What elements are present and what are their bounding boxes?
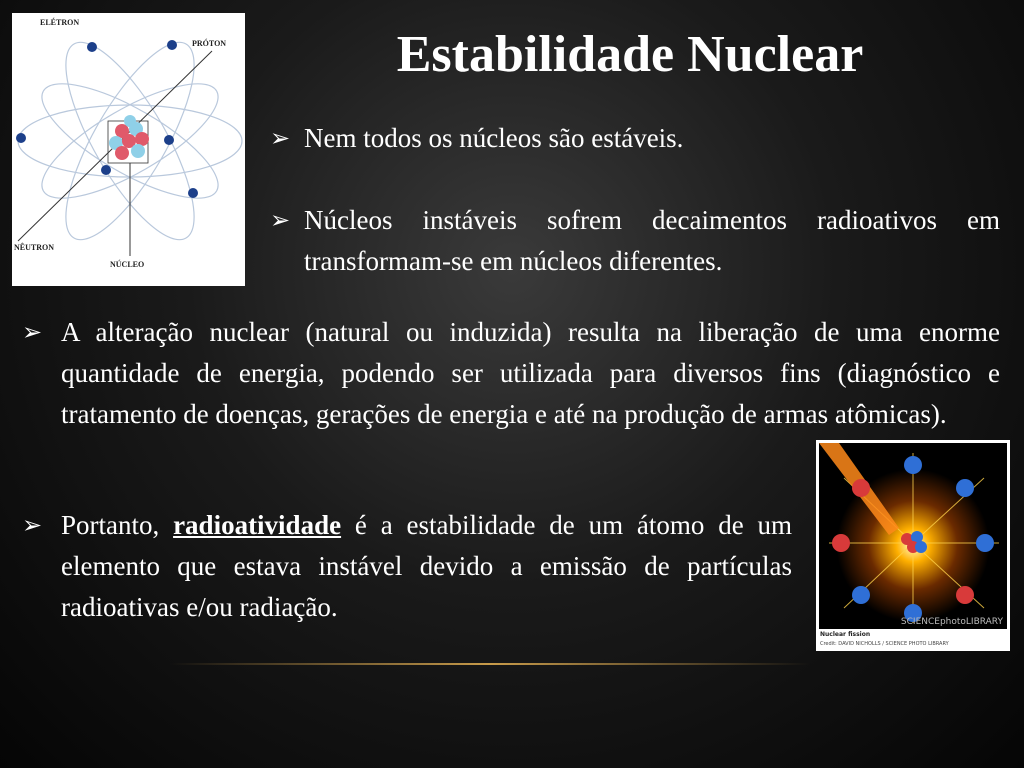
arrow-bullet-icon: ➢ [270,206,291,234]
fission-illustration [819,443,1007,629]
bullet-text: A alteração nuclear (natural ou induzida) resulta na liberação de uma enorme quantidade de energia, podendo ser utilizada para diversos fins (diagnóstico e tratamento de doenças, gerações de energia e até na produção de armas atômicas). [61,317,1000,429]
watermark: SCIENCEphotoLIBRARY [900,617,1003,627]
bullet-text: Núcleos instáveis sofrem decaimentos radioativos em transformam-se em núcleos diferentes. [304,205,1000,276]
bullet-item [22,312,1000,435]
bullet-text [61,505,792,628]
bullet-text: Nem todos os núcleos são estáveis. [304,123,684,153]
neutron-label: NÊUTRON [14,243,55,252]
bullet-item [22,505,792,628]
nucleus [109,115,149,160]
slide-title: Estabilidade Nuclear [396,26,864,83]
decorative-divider [170,663,810,665]
bullet-item [270,118,1000,159]
atom-diagram [12,13,245,286]
nucleus-label: NÚCLEO [110,260,145,269]
image-caption: Nuclear fission [820,631,871,638]
arrow-bullet-icon: ➢ [22,318,43,346]
bullet-prefix: Portanto, [61,510,174,540]
nuclear-fission-image [816,440,1010,651]
atom-illustration [12,13,245,286]
bullet-item [270,200,1000,282]
key-term: radioatividade [173,510,342,540]
arrow-bullet-icon: ➢ [270,124,291,152]
image-credit: Credit: DAVID NICHOLLS / SCIENCE PHOTO LIBRARY [820,641,949,647]
electron-label: ELÉTRON [40,18,80,27]
fission-graphic [819,443,1007,629]
bullet-suffix: é a estabilidade de um átomo de um elemento que estava instável devido a emissão de partículas radioativas e/ou radiação. [61,510,792,622]
arrow-bullet-icon: ➢ [22,511,43,539]
proton-label: PRÓTON [192,39,227,48]
